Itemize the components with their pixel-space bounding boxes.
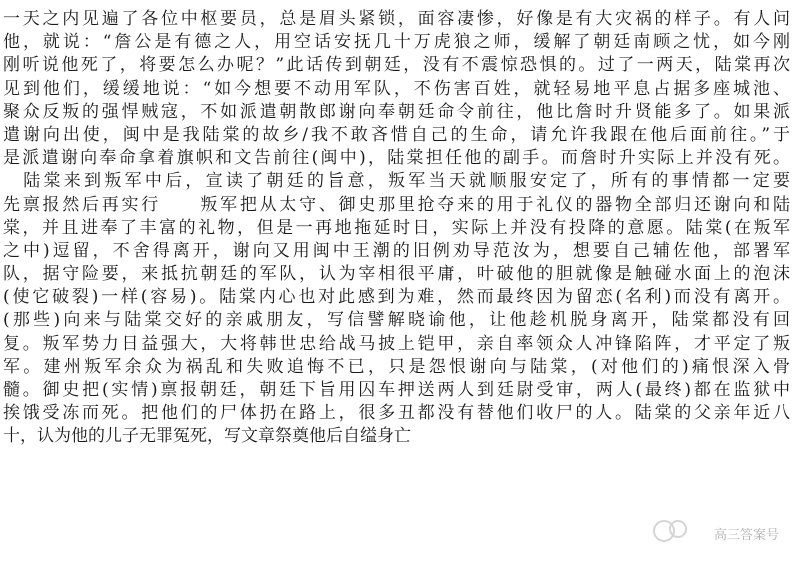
text-line: 挨饿受冻而死。把他们的尸体扔在路上，很多丑都没有替他们收尸的人。陆棠的父亲年近八 [3,403,790,424]
text-line: 队，据守险要，来抵抗朝廷的军队，认为宰相很平庸，叶破他的胆就像是触碰水面上的泡沫 [3,264,790,285]
text-line: 他，就说：“詹公是有德之人，用空话安抚几十万虎狼之师，缓解了朝廷南顾之忧，如今刚 [3,32,790,53]
text-line: 髓。御史把(实情)禀报朝廷，朝廷下旨用囚车押送两人到廷尉受审，两人(最终)都在监狱中 [3,380,790,400]
text-line: (那些)向来与陆棠交好的亲戚朋友，写信譬解晓谕他，让他趁机脱身离开，陆棠都没有回 [3,310,790,331]
watermark-logo-icon [634,493,779,553]
text-line: 一天之内见遍了各位中枢要员，总是眉头紧锁，面容凄惨，好像是有大灾祸的样子。有人问 [3,9,790,29]
text-line: 先禀报然后再实行 叛军把从太守、御史那里抢夺来的用于礼仪的器物全部归还谢向和陆 [3,194,790,215]
text-line: 十，认为他的儿子无罪冤死，写文章祭奠他后自缢身亡 [3,426,411,447]
text-line: 复。叛军势力日益强大，大将韩世忠给战马披上铠甲，亲自率领众人冲锋陷阵，才平定了叛 [3,333,790,354]
text-line: 见到他们，缓缓地说：“如今想要不动用军队，不伤害百姓，就轻易地平息占据多座城池、 [3,78,790,99]
watermark-text: 高三答案号 [713,528,779,543]
text-line: 棠，并且进奉了丰富的礼物，但是一再地拖延时日，实际上并没有投降的意愿。陆棠(在叛军 [3,217,790,238]
document-body [3,8,790,449]
text-line: 刚听说他死了，将要怎么办呢？”此话传到朝廷，没有不震惊恐惧的。过了一两天，陆棠再次 [3,55,790,76]
text-line: 聚众反叛的强悍贼寇，不如派遣朝散郎谢向奉朝廷命令前往，他比詹时升贤能多了。如果派 [3,101,790,122]
text-line: 陆棠来到叛军中后，宣读了朝廷的旨意，叛军当天就顺服安定了，所有的事情都一定要 [3,171,790,192]
text-line: 之中)逗留，不舍得离开，谢向又用闽中王潮的旧例劝导范汝为，想要自己辅佐他，部署军 [3,240,790,261]
text-line: 是派遣谢向奉命拿着旗帜和文告前往(闽中)，陆棠担任他的副手。而詹时升实际上并没有死。 [3,148,790,169]
text-line: 军。建州叛军余众为祸乱和失败追悔不已，只是怨恨谢向与陆棠，(对他们的)痛恨深入骨 [3,356,790,377]
text-line: (使它破裂)一样(容易)。陆棠内心也对此感到为难，然而最终因为留恋(名利)而没有离开。 [3,287,790,308]
text-line: 遣谢向出使，闽中是我陆棠的故乡/我不敢吝惜自己的生命，请允许我跟在他后面前往。”于 [3,124,790,145]
